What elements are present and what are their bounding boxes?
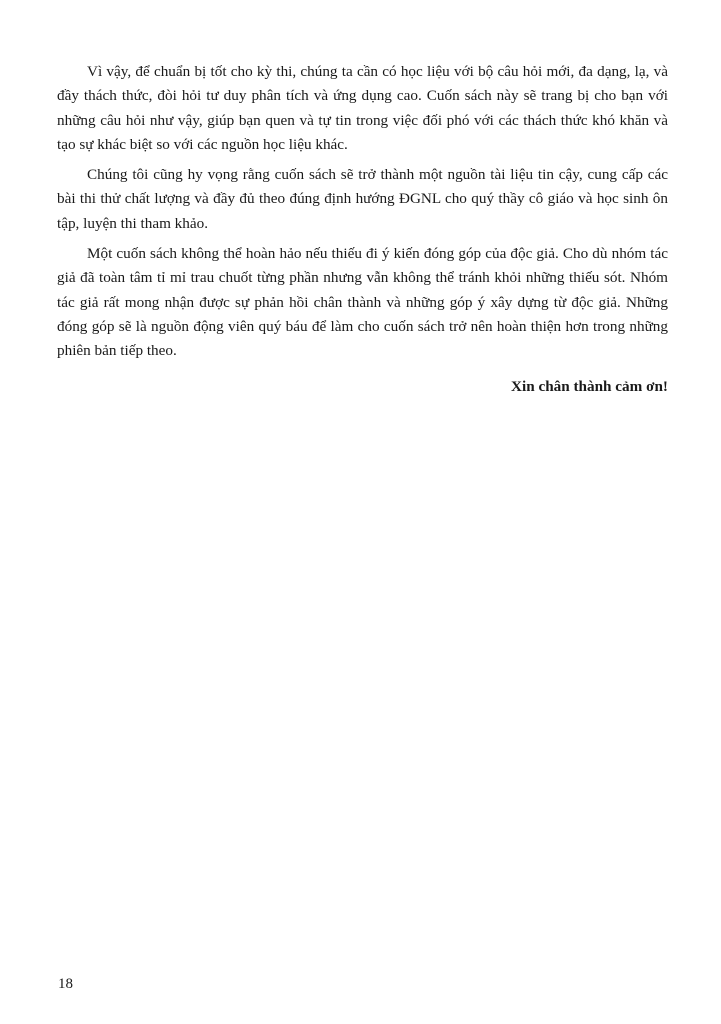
paragraph-book-hope: Chúng tôi cũng hy vọng rằng cuốn sách sẽ trở thành một nguồn tài liệu tin cậy, cung cấp các bài thi thử chất lượng và đầy đủ theo đúng định hướng ĐGNL cho quý thầy cô giáo và học sinh ôn tập, luyện thi tham khảo. bbox=[57, 166, 668, 232]
paragraph-exam-preparation: Vì vậy, để chuẩn bị tốt cho kỳ thi, chúng ta cần có học liệu với bộ câu hỏi mới, đa dạng, lạ, và đầy thách thức, đòi hỏi tư duy phân tích và ứng dụng cao. Cuốn sách này sẽ trang bị cho bạn với những câu hỏi như vậy, giúp bạn quen và tự tin trong việc đối phó với các thách thức khó khăn và tạo sự khác biệt so với các nguồn học liệu khác. bbox=[57, 63, 668, 153]
page-body bbox=[57, 60, 668, 399]
page-number: 18 bbox=[58, 976, 73, 992]
paragraph-reader-feedback: Một cuốn sách không thể hoàn hảo nếu thiếu đi ý kiến đóng góp của độc giả. Cho dù nhóm tác giả đã toàn tâm tỉ mỉ trau chuốt từng phần nhưng vẫn không thể tránh khỏi những thiếu sót. Nhóm tác giả rất mong nhận được sự phản hồi chân thành và những góp ý xây dựng từ độc giả. Những đóng góp sẽ là nguồn động viên quý báu để làm cho cuốn sách trở nên hoàn thiện hơn trong những phiên bản tiếp theo. bbox=[57, 245, 668, 360]
closing-thanks: Xin chân thành cảm ơn! bbox=[511, 377, 668, 395]
